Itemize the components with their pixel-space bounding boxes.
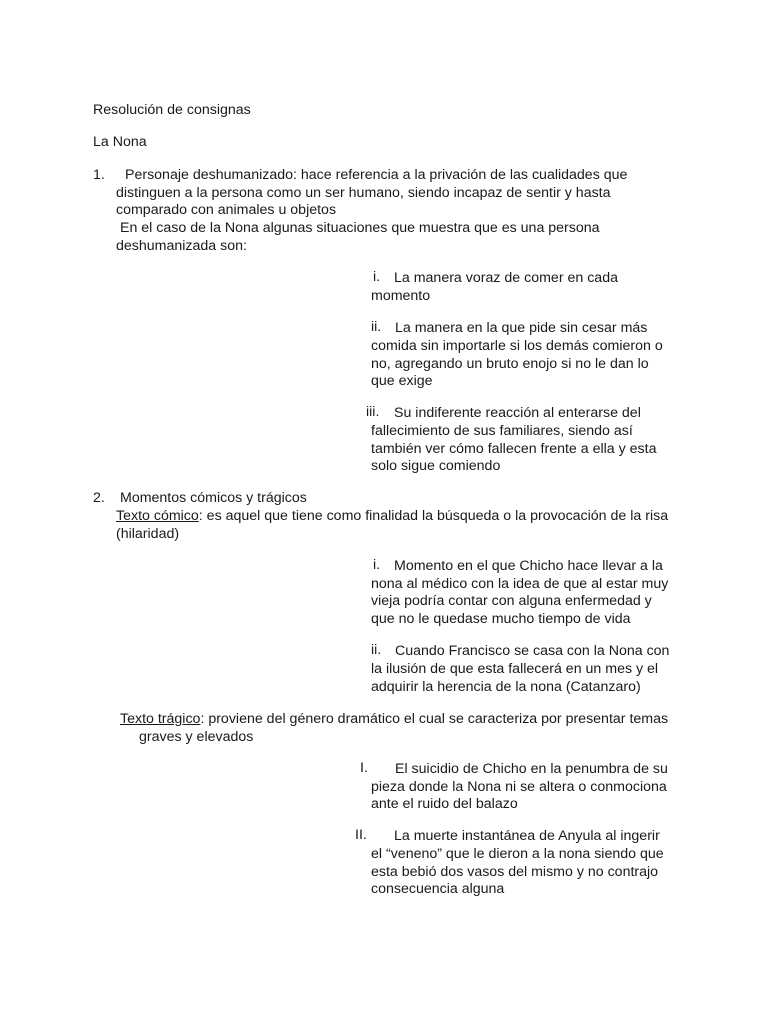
list-marker: i.	[373, 557, 381, 573]
section-1-number: 1.	[93, 167, 105, 183]
comic-definition-line-2: (hilaridad)	[116, 525, 180, 542]
comic-label: Texto cómico	[116, 508, 199, 524]
section-1-title-line-2: distinguen a la persona como un ser humano, siendo incapaz de sentir y hasta	[116, 184, 611, 201]
list-item-line: comida sin importarle si los demás comieron o	[371, 338, 663, 354]
list-item-line: adquirir la herencia de la nona (Catanzaro)	[371, 678, 641, 695]
tragic-definition-line-2: graves y elevados	[139, 728, 254, 745]
list-item-line: también ver cómo fallecen frente a ella y esta	[371, 440, 657, 457]
list-item-line: La muerte instantánea de Anyula al ingerir	[394, 828, 660, 844]
section-subtitle: La Nona	[93, 134, 147, 150]
list-item-line: que exige	[371, 373, 433, 389]
list-marker: ii.	[371, 642, 382, 658]
list-marker: II.	[355, 827, 367, 843]
tragic-label: Texto trágico	[120, 711, 201, 727]
list-item-line: nona al médico con la idea de que al estar muy	[371, 575, 669, 592]
list-marker: i.	[373, 269, 381, 285]
list-item-line: Su indiferente reacción al enterarse del	[394, 405, 641, 421]
section-1-title-line-3: comparado con animales u objetos	[116, 202, 337, 218]
list-marker: iii.	[366, 404, 380, 420]
list-item-line: Momento en el que Chicho hace llevar a la	[394, 558, 663, 574]
tragic-definition-text: : proviene del género dramático el cual se caracteriza por presentar temas	[200, 711, 669, 727]
section-2-title: Momentos cómicos y trágicos	[120, 490, 307, 506]
list-item-line: solo sigue comiendo	[371, 458, 501, 474]
list-marker: ii.	[371, 319, 382, 335]
tragic-definition-line-1	[120, 710, 668, 728]
list-item-line: El suicidio de Chicho en la penumbra de su	[395, 761, 668, 777]
section-1-title-line-1: Personaje deshumanizado: hace referencia a la privación de las cualidades que	[125, 167, 628, 183]
list-item-line: vieja podría contar con alguna enfermedad y	[371, 593, 652, 609]
section-1-intro-line-1: En el caso de la Nona algunas situaciones que muestra que es una persona	[120, 220, 600, 236]
comic-definition-line-1	[116, 507, 668, 525]
list-item-line: La manera en la que pide sin cesar más	[395, 320, 648, 336]
list-item-line: momento	[371, 288, 431, 304]
list-item-line: no, agregando un bruto enojo si no le dan lo	[371, 355, 649, 372]
list-item-line: Cuando Francisco se casa con la Nona con	[395, 643, 670, 659]
list-item-line: fallecimiento de sus familiares, siendo así	[371, 423, 633, 439]
list-item-line: que no le quedase mucho tiempo de vida	[371, 611, 631, 627]
section-2-number: 2.	[93, 490, 105, 506]
list-item-line: ante el ruido del balazo	[371, 796, 518, 812]
document-title: Resolución de consignas	[93, 102, 251, 118]
comic-definition-text: : es aquel que tiene como finalidad la búsqueda o la provocación de la risa	[198, 508, 669, 524]
list-marker: I.	[360, 760, 368, 776]
list-item-line: la ilusión de que esta fallecerá en un mes y el	[371, 661, 659, 677]
list-item-line: La manera voraz de comer en cada	[394, 270, 618, 286]
list-item-line: pieza donde la Nona ni se altera o conmociona	[371, 778, 667, 795]
section-1-intro-line-2: deshumanizada son:	[116, 238, 247, 254]
list-item-line: el “veneno” que le dieron a la nona siendo que	[371, 846, 664, 862]
list-item-line: consecuencia alguna	[371, 881, 505, 897]
list-item-line: esta bebió dos vasos del mismo y no contrajo	[371, 863, 659, 880]
